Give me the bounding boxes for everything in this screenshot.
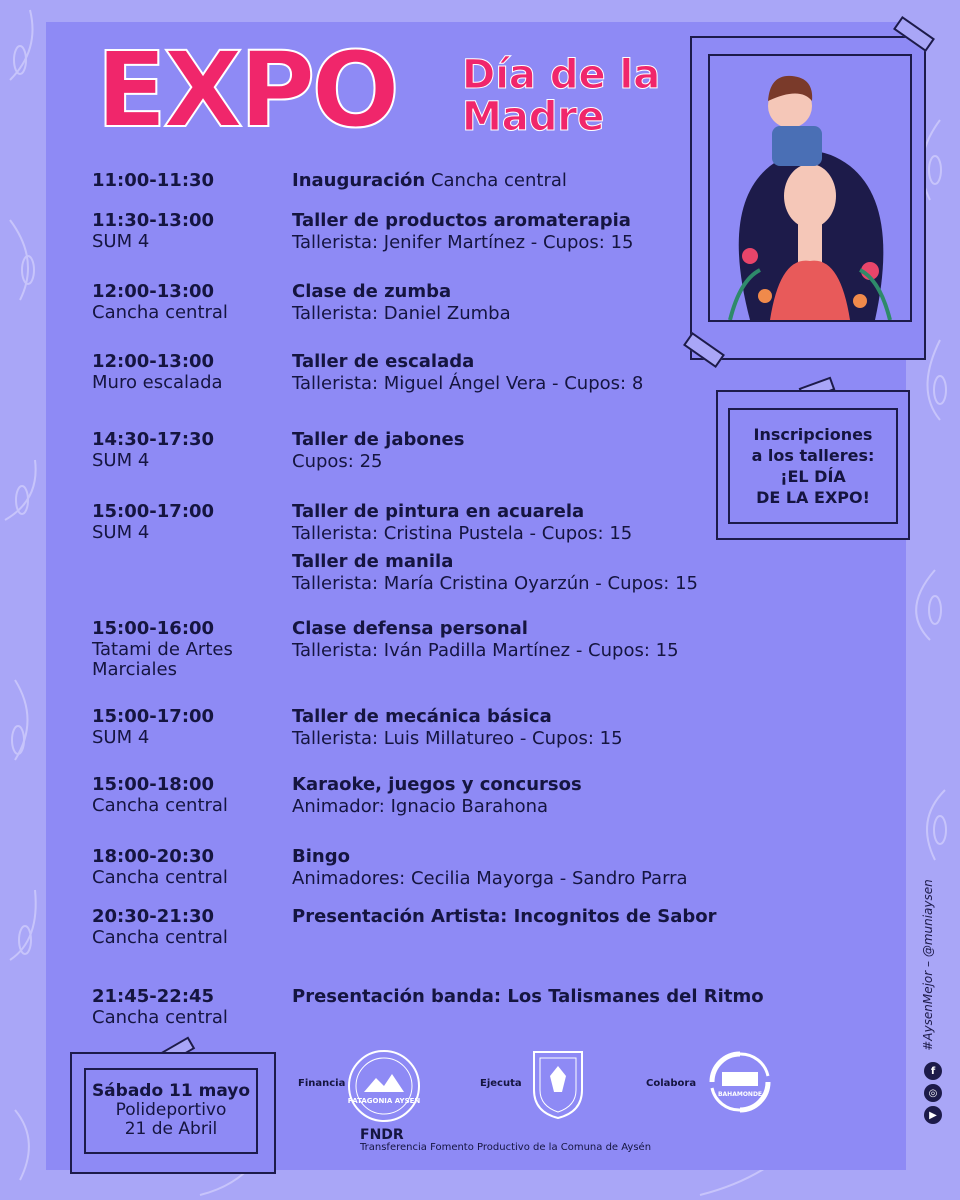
sponsor-label-colabora: Colabora (646, 1078, 697, 1089)
schedule-time: 15:00-16:00 (92, 618, 215, 639)
title-dia-de-la-madre (462, 54, 660, 138)
logo-text: BAHAMONDE (717, 1091, 763, 1098)
registration-notice (728, 408, 898, 524)
sponsor-label-ejecuta: Ejecuta (480, 1078, 522, 1089)
schedule-time: 12:00-13:00 (92, 281, 215, 302)
schedule-detail: Tallerista: Luis Millatureo - Cupos: 15 (292, 728, 623, 749)
schedule-place: Cancha central (92, 927, 228, 948)
schedule-place: Tatami de Artes Marciales (92, 639, 233, 680)
event-venue: Polideportivo (115, 1100, 227, 1120)
mother-child-illustration (708, 54, 912, 322)
schedule-activity: Taller de mecánica básica (292, 706, 552, 727)
registration-line: DE LA EXPO! (756, 488, 870, 507)
schedule-activity: Taller de productos aromaterapia (292, 210, 631, 231)
schedule-place: Cancha central (92, 302, 228, 323)
registration-line: Inscripciones (753, 425, 873, 444)
activity-name: Inauguración (292, 170, 426, 191)
bahamonde-logo (702, 1046, 778, 1118)
schedule-detail: Tallerista: Iván Padilla Martínez - Cupos: 15 (292, 640, 679, 661)
event-date-day: Sábado 11 mayo (91, 1081, 251, 1101)
fndr-title: FNDR (360, 1127, 404, 1143)
title-line-2: Madre (462, 94, 605, 140)
schedule-activity: Clase de zumba (292, 281, 452, 302)
schedule-activity: Taller de pintura en acuarela (292, 501, 585, 522)
schedule-activity: Karaoke, juegos y concursos (292, 774, 582, 795)
event-venue-name: 21 de Abril (124, 1119, 218, 1139)
registration-notice-frame (716, 390, 910, 540)
schedule-place: SUM 4 (92, 522, 150, 543)
schedule-detail: Cupos: 25 (292, 451, 383, 472)
title-expo: EXPO (96, 29, 396, 151)
schedule-time: 11:00-11:30 (92, 170, 215, 191)
schedule-detail: Tallerista: Miguel Ángel Vera - Cupos: 8 (292, 373, 644, 394)
schedule-time: 11:30-13:00 (92, 210, 215, 231)
hashtag-text: #AysenMejor – @muniaysen (921, 879, 935, 1051)
schedule-place: Cancha central (92, 867, 228, 888)
schedule-time: 18:00-20:30 (92, 846, 215, 867)
schedule-time: 15:00-17:00 (92, 501, 215, 522)
illustration-frame (690, 36, 926, 360)
schedule-activity: Presentación Artista: Incognitos de Sabor (292, 906, 717, 927)
facebook-icon[interactable]: f (924, 1062, 942, 1080)
schedule-place: Cancha central (92, 795, 228, 816)
schedule-detail: Animadores: Cecilia Mayorga - Sandro Parra (292, 868, 688, 889)
registration-line: a los talleres: (751, 446, 875, 465)
schedule-time: 12:00-13:00 (92, 351, 215, 372)
schedule-detail: Tallerista: María Cristina Oyarzún - Cupos: 15 (292, 573, 698, 594)
logo-text: PATAGONIA AYSEN (347, 1097, 421, 1105)
schedule-activity: Taller de manila (292, 551, 454, 572)
youtube-icon[interactable]: ▶ (924, 1106, 942, 1124)
schedule-activity: Taller de jabones (292, 429, 465, 450)
schedule-detail: Tallerista: Daniel Zumba (292, 303, 511, 324)
event-date (84, 1068, 258, 1154)
event-date-frame (70, 1052, 276, 1174)
activity-place: Cancha central (425, 170, 567, 191)
schedule-time: 20:30-21:30 (92, 906, 215, 927)
schedule-activity: Taller de escalada (292, 351, 475, 372)
gobierno-regional-logo (346, 1048, 422, 1124)
fndr-subtitle: Transferencia Fomento Productivo de la Comuna de Aysén (360, 1142, 652, 1153)
schedule-activity (292, 170, 567, 192)
schedule-time: 15:00-18:00 (92, 774, 215, 795)
schedule-activity: Bingo (292, 846, 350, 867)
schedule-place: SUM 4 (92, 231, 150, 252)
schedule-place: Muro escalada (92, 372, 223, 393)
schedule-activity: Clase defensa personal (292, 618, 528, 639)
title-line-1: Día de la (462, 52, 661, 98)
municipality-crest-logo (528, 1046, 588, 1122)
schedule-time: 15:00-17:00 (92, 706, 215, 727)
hashtag-vertical (918, 880, 938, 1050)
schedule-detail: Tallerista: Jenifer Martínez - Cupos: 15 (292, 232, 634, 253)
instagram-icon[interactable]: ◎ (924, 1084, 942, 1102)
schedule-activity: Presentación banda: Los Talismanes del Ritmo (292, 986, 764, 1007)
registration-line: ¡EL DÍA (780, 467, 846, 486)
schedule-detail: Animador: Ignacio Barahona (292, 796, 549, 817)
schedule-place: SUM 4 (92, 450, 150, 471)
schedule-detail: Tallerista: Cristina Pustela - Cupos: 15 (292, 523, 633, 544)
sponsor-label-financia: Financia (298, 1078, 346, 1089)
schedule-time: 21:45-22:45 (92, 986, 215, 1007)
schedule-time: 14:30-17:30 (92, 429, 215, 450)
schedule-place: Cancha central (92, 1007, 228, 1028)
schedule-place: SUM 4 (92, 727, 150, 748)
